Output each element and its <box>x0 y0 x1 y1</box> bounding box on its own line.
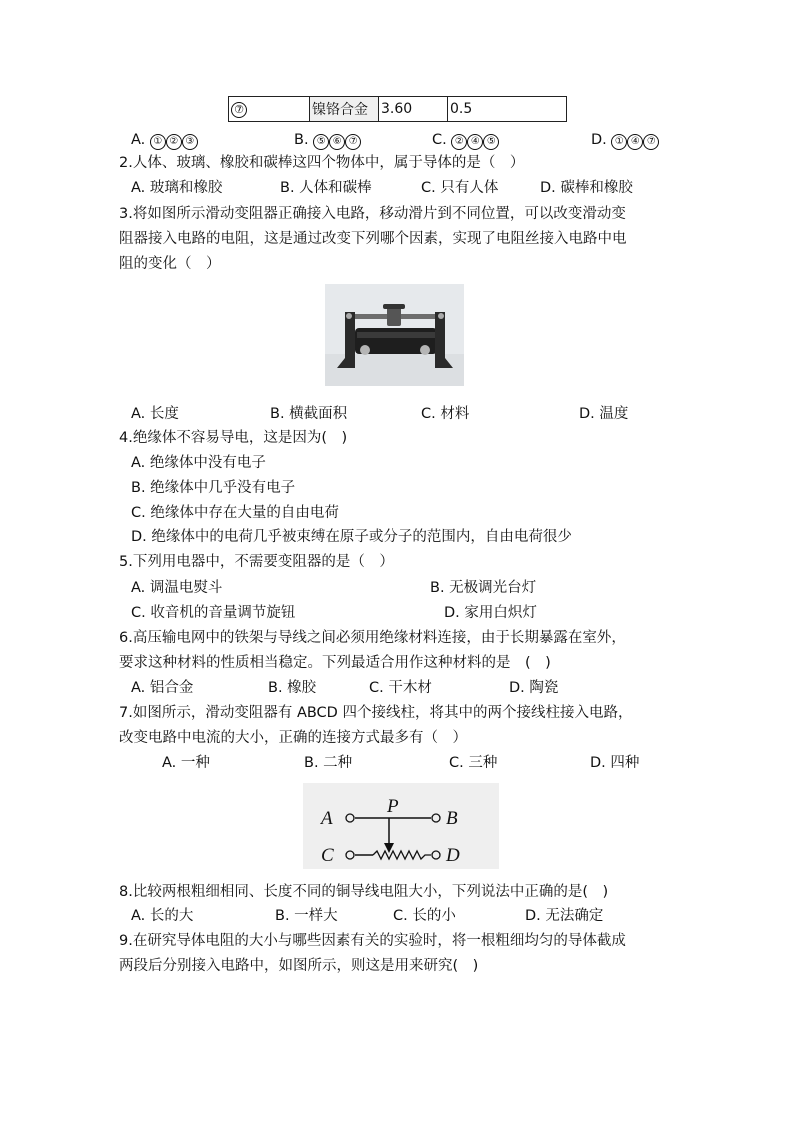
q8-option-d: D. 无法确定 <box>525 908 604 924</box>
q2-stem: 2.人体、玻璃、橡胶和碳棒这四个物体中，属于导体的是（ ） <box>119 155 525 171</box>
q5-option-a: A. 调温电熨斗 <box>131 580 223 596</box>
q4-option-d: D. 绝缘体中的电荷几乎被束缚在原子或分子的范围内，自由电荷很少 <box>131 529 572 545</box>
data-table <box>228 96 567 122</box>
table-cell-material: 镍铬合金 <box>310 97 379 122</box>
q9-stem-line2: 两段后分别接入电路中，如图所示，则这是用来研究( ) <box>119 958 479 974</box>
q3-option-a: A. 长度 <box>131 406 179 422</box>
q3-option-b: B. 横截面积 <box>270 406 348 422</box>
rheostat-circuit-svg <box>303 783 499 869</box>
rheostat-illustration <box>325 284 464 386</box>
label-b: B <box>446 808 458 829</box>
q8-stem: 8.比较两根粗细相同、长度不同的铜导线电阻大小，下列说法中正确的是( ) <box>119 884 609 900</box>
q5-stem: 5.下列用电器中，不需要变阻器的是（ ） <box>119 554 394 570</box>
q6-option-a: A. 铝合金 <box>131 680 194 696</box>
rheostat-photo <box>325 284 464 386</box>
q6-option-b: B. 橡胶 <box>268 680 317 696</box>
q7-option-b: B. 二种 <box>304 755 353 771</box>
table-cell-index: ⑦ <box>229 97 310 122</box>
q6-option-c: C. 干木材 <box>369 680 432 696</box>
q3-stem-line2: 阻器接入电路的电阻，这是通过改变下列哪个因素，实现了电阻丝接入电路中电 <box>119 231 627 247</box>
q7-option-c: C. 三种 <box>449 755 498 771</box>
q8-option-b: B. 一样大 <box>275 908 338 924</box>
q7-stem-line2: 改变电路中电流的大小，正确的连接方式最多有（ ） <box>119 730 467 746</box>
q2-option-a: A. 玻璃和橡胶 <box>131 180 223 196</box>
q6-stem-line1: 6.高压输电网中的铁架与导线之间必须用绝缘材料连接，由于长期暴露在室外， <box>119 630 626 646</box>
table-row <box>229 97 567 122</box>
q2-option-c: C. 只有人体 <box>421 180 499 196</box>
q5-option-c: C. 收音机的音量调节旋钮 <box>131 605 296 621</box>
q6-option-d: D. 陶瓷 <box>509 680 559 696</box>
q1-option-c: C. ② ④ ⑤ <box>432 130 499 150</box>
q7-option-a: A. 一种 <box>162 755 210 771</box>
q6-stem-line2: 要求这种材料的性质相当稳定。下列最适合用作这种材料的是 ( ) <box>119 655 551 671</box>
q1-option-d: D. ① ④ ⑦ <box>591 130 659 150</box>
q7-option-d: D. 四种 <box>590 755 640 771</box>
table-cell-area: 0.5 <box>448 97 567 122</box>
q8-option-c: C. 长的小 <box>393 908 456 924</box>
q4-option-a: A. 绝缘体中没有电子 <box>131 455 266 471</box>
q4-stem: 4.绝缘体不容易导电，这是因为( ) <box>119 430 348 446</box>
label-d: D <box>446 845 460 866</box>
q5-option-d: D. 家用白炽灯 <box>444 605 537 621</box>
q3-option-c: C. 材料 <box>421 406 470 422</box>
q7-stem-line1: 7.如图所示，滑动变阻器有 ABCD 四个接线柱，将其中的两个接线柱接入电路， <box>119 705 633 721</box>
q5-option-b: B. 无极调光台灯 <box>430 580 537 596</box>
q1-option-b: B. ⑤ ⑥ ⑦ <box>294 130 361 150</box>
q3-stem-line1: 3.将如图所示滑动变阻器正确接入电路，移动滑片到不同位置，可以改变滑动变 <box>119 206 626 222</box>
q3-stem-line3: 阻的变化（ ） <box>119 256 221 272</box>
q2-option-d: D. 碳棒和橡胶 <box>540 180 633 196</box>
q2-option-b: B. 人体和碳棒 <box>280 180 372 196</box>
q4-option-b: B. 绝缘体中几乎没有电子 <box>131 480 296 496</box>
q4-option-c: C. 绝缘体中存在大量的自由电荷 <box>131 505 339 521</box>
table-cell-length: 3.60 <box>379 97 448 122</box>
rheostat-diagram <box>303 783 499 869</box>
q1-option-a: A. ① ② ③ <box>131 130 198 150</box>
label-p: P <box>387 796 399 817</box>
q9-stem-line1: 9.在研究导体电阻的大小与哪些因素有关的实验时，将一根粗细均匀的导体截成 <box>119 933 626 949</box>
label-c: C <box>321 845 334 866</box>
q3-option-d: D. 温度 <box>579 406 629 422</box>
q8-option-a: A. 长的大 <box>131 908 194 924</box>
label-a: A <box>321 808 333 829</box>
